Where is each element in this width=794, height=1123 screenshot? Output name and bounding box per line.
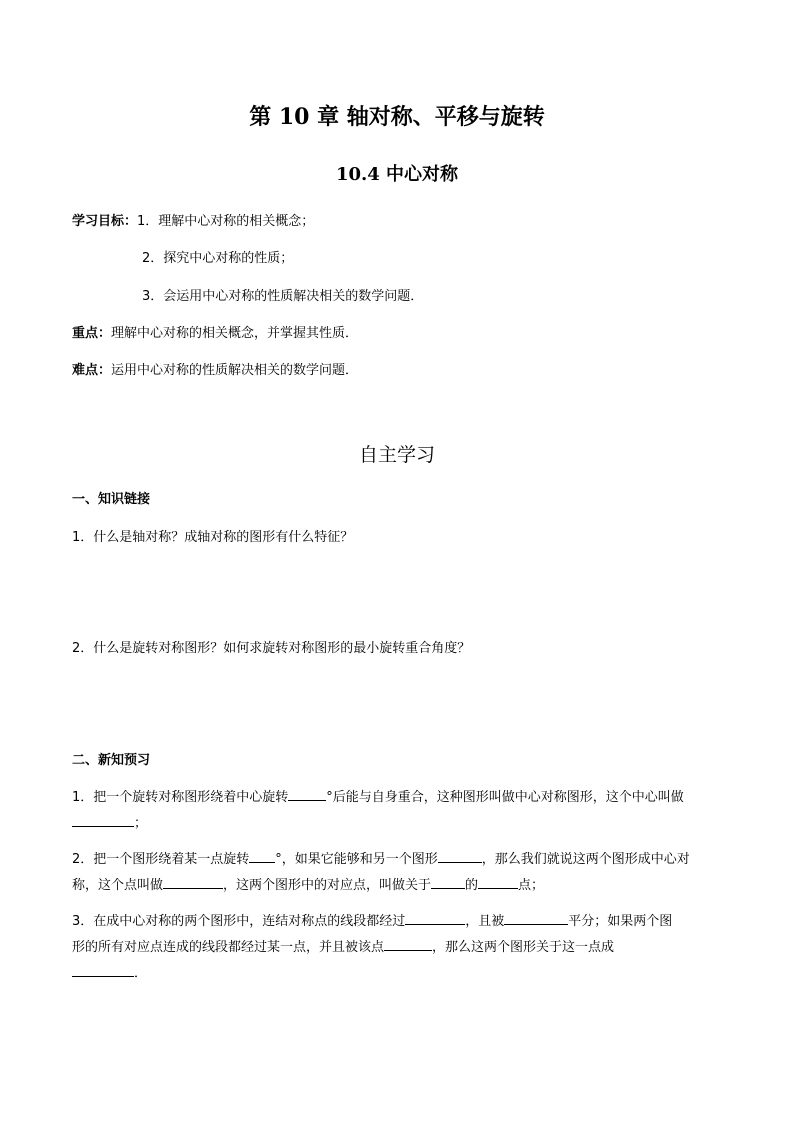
preview-q2-line-1: 2．把一个图形绕着某一点旋转 °，如果它能够和另一个图形 ，那么我们就说这两个图形成中心对 [72, 852, 690, 867]
difficulty-text: 运用中心对称的性质解决相关的数学问题． [111, 363, 359, 378]
chapter-title: 第 10 章 轴对称、平移与旋转 [249, 104, 545, 130]
preview-q3-line-2: 形的所有对应点连成的线段都经过某一点，并且被该点 ，那么这两个图形关于这一点成 [72, 940, 615, 955]
preview-q3-line-1: 3．在成中心对称的两个图形中，连结对称点的线段都经过 ，且被 平分；如果两个图 [72, 914, 673, 929]
answer-blank[interactable] [504, 912, 568, 925]
objectives-label: 学习目标： [72, 214, 138, 229]
key-point-text: 理解中心对称的相关概念，并掌握其性质． [111, 326, 359, 341]
answer-blank[interactable] [249, 850, 275, 863]
knowledge-link-heading: 一、知识链接 [72, 492, 151, 507]
preview-q1-line-2: ； [72, 812, 147, 831]
answer-blank[interactable] [478, 876, 518, 889]
answer-blank[interactable] [384, 938, 432, 951]
answer-blank[interactable] [163, 876, 223, 889]
answer-blank[interactable] [431, 876, 465, 889]
answer-blank[interactable] [405, 912, 465, 925]
preview-q1-line-1: 1．把一个旋转对称图形绕着中心旋转 °后能与自身重合，这种图形叫做中心对称图形，这个中心叫做 [72, 790, 684, 805]
objective-item-2: 2．探究中心对称的性质； [142, 251, 294, 266]
preview-q3-line-3: ． [72, 962, 147, 981]
preview-heading: 二、新知预习 [72, 753, 151, 768]
key-point-label: 重点： [72, 326, 112, 341]
knowledge-question-2: 2．什么是旋转对称图形？如何求旋转对称图形的最小旋转重合角度？ [72, 641, 471, 656]
difficulty-label: 难点： [72, 363, 112, 378]
key-point [72, 322, 358, 341]
answer-blank[interactable] [438, 850, 482, 863]
self-study-title: 自主学习 [358, 444, 435, 466]
objective-item-3: 3．会运用中心对称的性质解决相关的数学问题． [142, 289, 424, 304]
objectives-line-1 [72, 210, 314, 229]
difficulty [72, 359, 358, 378]
preview-q2-line-2: 称，这个点叫做 ，这两个图形中的对应点，叫做关于 的 点； [72, 878, 545, 893]
section-subtitle: 10.4 中心对称 [335, 164, 459, 185]
knowledge-question-1: 1．什么是轴对称？成轴对称的图形有什么特征？ [72, 530, 354, 545]
objective-item-1: 1．理解中心对称的相关概念； [137, 214, 315, 229]
answer-blank[interactable] [288, 788, 326, 801]
answer-blank[interactable] [72, 814, 134, 827]
answer-blank[interactable] [72, 964, 134, 977]
